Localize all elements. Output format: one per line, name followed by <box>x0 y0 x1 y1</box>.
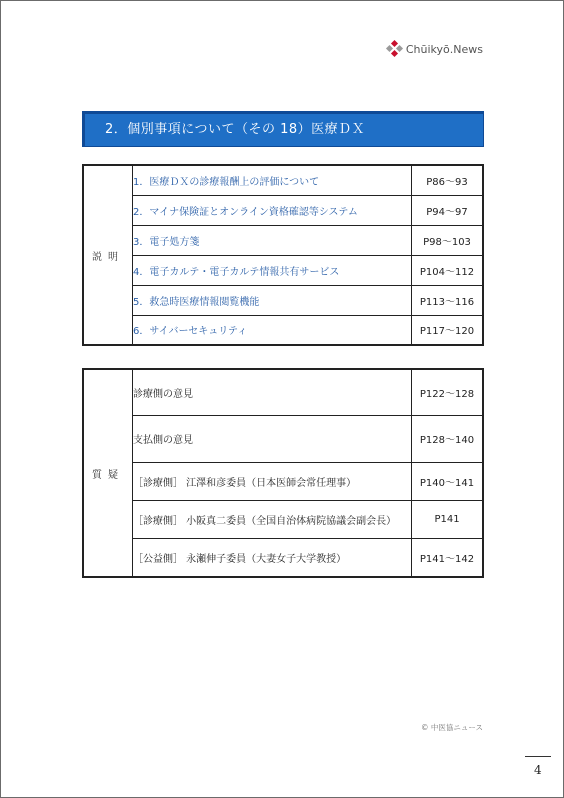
questions-item-page: P140～141 <box>412 462 484 500</box>
page-number: 4 <box>534 763 542 777</box>
table-row <box>83 195 483 225</box>
table-row <box>83 538 483 577</box>
explanation-item-label: 6．サイバーセキュリティ <box>133 315 412 345</box>
explanation-item-page: P104～112 <box>412 255 484 285</box>
questions-item-page: P122～128 <box>412 369 484 415</box>
questions-item-label: 診療側の意見 <box>133 369 412 415</box>
questions-item-label: ［診療側］ 江澤和彦委員（日本医師会常任理事） <box>133 462 412 500</box>
logo <box>387 41 483 57</box>
explanation-item-page: P117～120 <box>412 315 484 345</box>
questions-side-label: 質疑 <box>83 369 133 577</box>
questions-item-label: 支払側の意見 <box>133 415 412 462</box>
logo-diamond-icon <box>387 41 403 57</box>
explanation-item-page: P94～97 <box>412 195 484 225</box>
section-title: 2．個別事項について（その 18）医療ＤＸ <box>82 111 484 147</box>
explanation-item-label: 1．医療ＤＸの診療報酬上の評価について <box>133 165 412 195</box>
explanation-item-page: P113～116 <box>412 285 484 315</box>
questions-item-page: P128～140 <box>412 415 484 462</box>
questions-item-label: ［公益側］ 永瀬伸子委員（大妻女子大学教授） <box>133 538 412 577</box>
table-row <box>83 285 483 315</box>
questions-item-label: ［診療側］ 小阪真二委員（全国自治体病院協議会副会長） <box>133 500 412 538</box>
footer-credit: © 中医協ニュース <box>421 723 484 732</box>
logo-text: Chūikyō.News <box>405 42 483 56</box>
explanation-item-label: 5．救急時医療情報閲覧機能 <box>133 285 412 315</box>
questions-table <box>82 368 484 578</box>
explanation-item-label: 3．電子処方箋 <box>133 225 412 255</box>
questions-item-page: P141 <box>412 500 484 538</box>
table-row <box>83 369 483 415</box>
explanation-item-page: P98～103 <box>412 225 484 255</box>
table-row <box>83 225 483 255</box>
table-row <box>83 165 483 195</box>
table-row <box>83 462 483 500</box>
explanation-side-label: 説明 <box>83 165 133 345</box>
explanation-item-label: 4．電子カルテ・電子カルテ情報共有サービス <box>133 255 412 285</box>
questions-item-page: P141～142 <box>412 538 484 577</box>
table-row <box>83 415 483 462</box>
page-number-rule <box>525 756 551 757</box>
explanation-table <box>82 164 484 346</box>
table-row <box>83 500 483 538</box>
explanation-item-page: P86～93 <box>412 165 484 195</box>
explanation-item-label: 2．マイナ保険証とオンライン資格確認等システム <box>133 195 412 225</box>
table-row <box>83 255 483 285</box>
table-row <box>83 315 483 345</box>
